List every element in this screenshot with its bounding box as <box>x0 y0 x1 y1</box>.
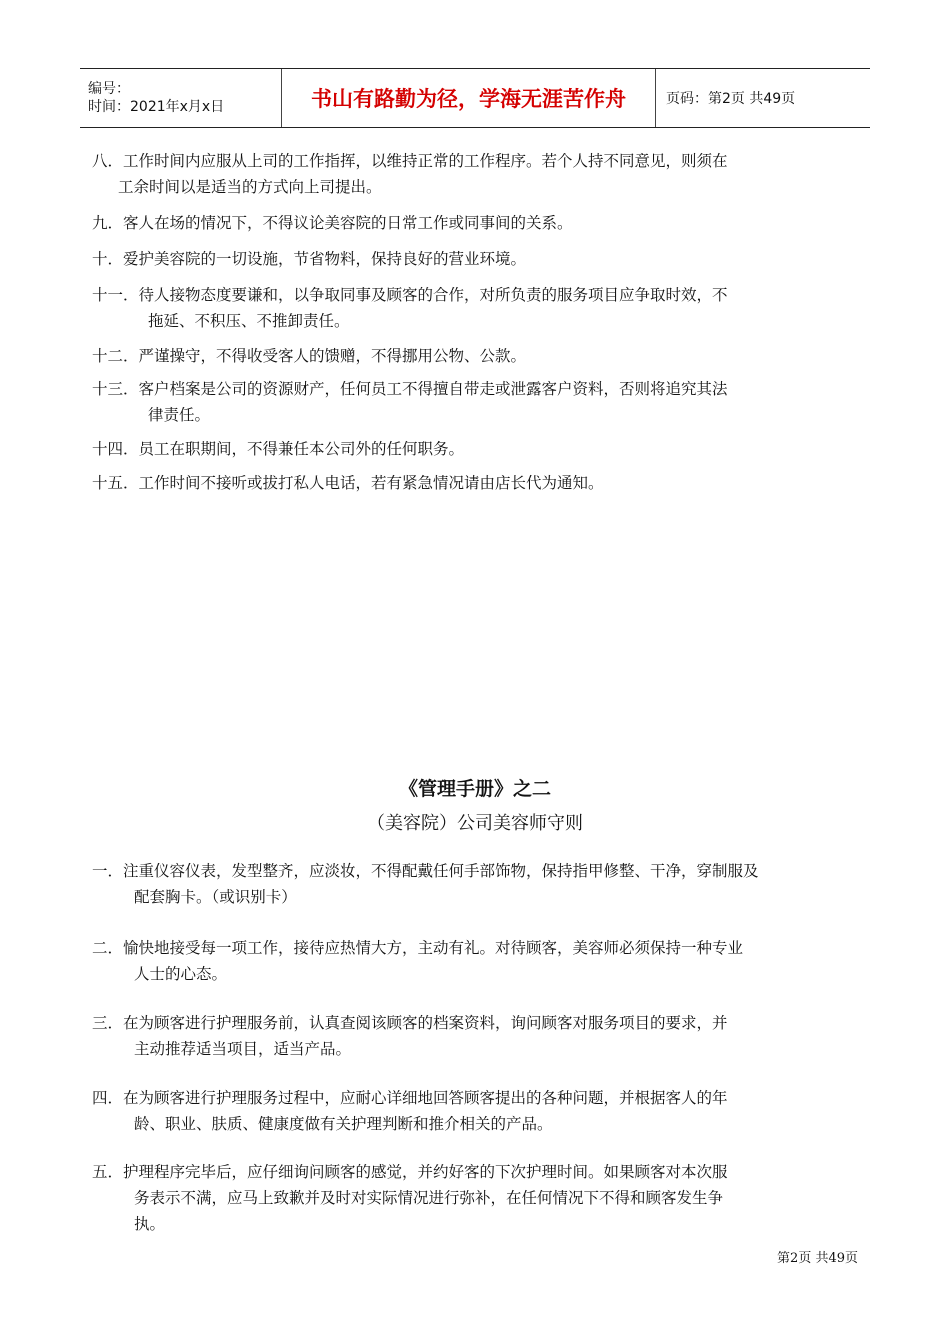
rule-15 <box>92 470 604 496</box>
rule-text: 工作时间不接听或拔打私人电话，若有紧急情况请由店长代为通知。 <box>138 474 604 492</box>
rule-8 <box>92 148 728 200</box>
rule-text-cont: 律责任。 <box>148 406 211 424</box>
rule-text-cont: 务表示不满，应马上致歉并及时对实际情况进行弥补，在任何情况下不得和顾客发生争 <box>134 1189 724 1207</box>
rule-text: 愉快地接受每一项工作，接待应热情大方，主动有礼。对待顾客，美容师必须保持一种专业 <box>123 939 744 957</box>
section-title: 《管理手册》之二 <box>398 778 551 800</box>
rule-2 <box>92 935 743 987</box>
rule-text-cont: 龄、职业、肤质、健康度做有关护理判断和推介相关的产品。 <box>134 1115 553 1133</box>
header-page <box>656 69 870 127</box>
header-motto <box>282 69 656 127</box>
rule-number: 十三． <box>92 380 139 398</box>
rule-number: 五． <box>92 1163 124 1181</box>
rule-text-cont: 配套胸卡。（或识别卡） <box>134 888 297 906</box>
rule-text: 在为顾客进行护理服务过程中，应耐心详细地回答顾客提出的各种问题，并根据客人的年 <box>123 1089 728 1107</box>
rule-text-cont: 人士的心态。 <box>134 965 228 983</box>
rule-text-cont: 执。 <box>134 1215 166 1233</box>
rule-12 <box>92 343 526 369</box>
number-label: 编号： <box>88 81 130 97</box>
rule-11 <box>92 282 728 334</box>
rule-text: 客人在场的情况下，不得议论美容院的日常工作或同事间的关系。 <box>123 214 573 232</box>
rule-5 <box>92 1159 728 1237</box>
rule-number: 八． <box>92 152 124 170</box>
rule-text: 护理程序完毕后，应仔细询问顾客的感觉，并约好客的下次护理时间。如果顾客对本次服 <box>123 1163 728 1181</box>
rule-text-cont: 工余时间以是适当的方式向上司提出。 <box>118 178 382 196</box>
rule-text: 待人接物态度要谦和，以争取同事及顾客的合作，对所负责的服务项目应争取时效，不 <box>138 286 728 304</box>
motto-text: 书山有路勤为径，学海无涯苦作舟 <box>311 87 626 111</box>
rule-number: 三． <box>92 1014 124 1032</box>
date-label: 时间：2021年x月x日 <box>88 99 225 115</box>
rule-number: 十四． <box>92 440 139 458</box>
rule-text: 爱护美容院的一切设施，节省物料，保持良好的营业环境。 <box>123 250 527 268</box>
rule-text-cont: 拖延、不积压、不推卸责任。 <box>148 312 350 330</box>
rule-10 <box>92 246 526 272</box>
rule-13 <box>92 376 728 428</box>
rule-4 <box>92 1085 728 1137</box>
rule-14 <box>92 436 464 462</box>
header-meta <box>80 69 282 127</box>
rule-text-cont: 主动推荐适当项目，适当产品。 <box>134 1040 352 1058</box>
page-footer: 第2页 共49页 <box>777 1251 858 1266</box>
page-header <box>80 68 870 128</box>
rule-number: 九． <box>92 214 124 232</box>
section-subtitle: （美容院）公司美容师守则 <box>367 813 583 834</box>
page-label: 页码：第2页 共49页 <box>666 91 796 107</box>
rule-text: 在为顾客进行护理服务前，认真查阅该顾客的档案资料，询问顾客对服务项目的要求，并 <box>123 1014 728 1032</box>
rule-text: 客户档案是公司的资源财产，任何员工不得擅自带走或泄露客户资料，否则将追究其法 <box>138 380 728 398</box>
rule-9 <box>92 210 573 236</box>
rule-number: 二． <box>92 939 124 957</box>
rule-text: 注重仪容仪表，发型整齐，应淡妆，不得配戴任何手部饰物，保持指甲修整、干净，穿制服及 <box>123 862 759 880</box>
rule-number: 一． <box>92 862 124 880</box>
rule-number: 十二． <box>92 347 139 365</box>
rule-3 <box>92 1010 728 1062</box>
rule-text: 严谨操守，不得收受客人的馈赠，不得挪用公物、公款。 <box>138 347 527 365</box>
rule-number: 十． <box>92 250 124 268</box>
rule-1 <box>92 858 759 910</box>
rule-number: 四． <box>92 1089 124 1107</box>
rule-text: 工作时间内应服从上司的工作指挥，以维持正常的工作程序。若个人持不同意见，则须在 <box>123 152 728 170</box>
rule-text: 员工在职期间，不得兼任本公司外的任何职务。 <box>138 440 465 458</box>
rule-number: 十一． <box>92 286 139 304</box>
rule-number: 十五． <box>92 474 139 492</box>
